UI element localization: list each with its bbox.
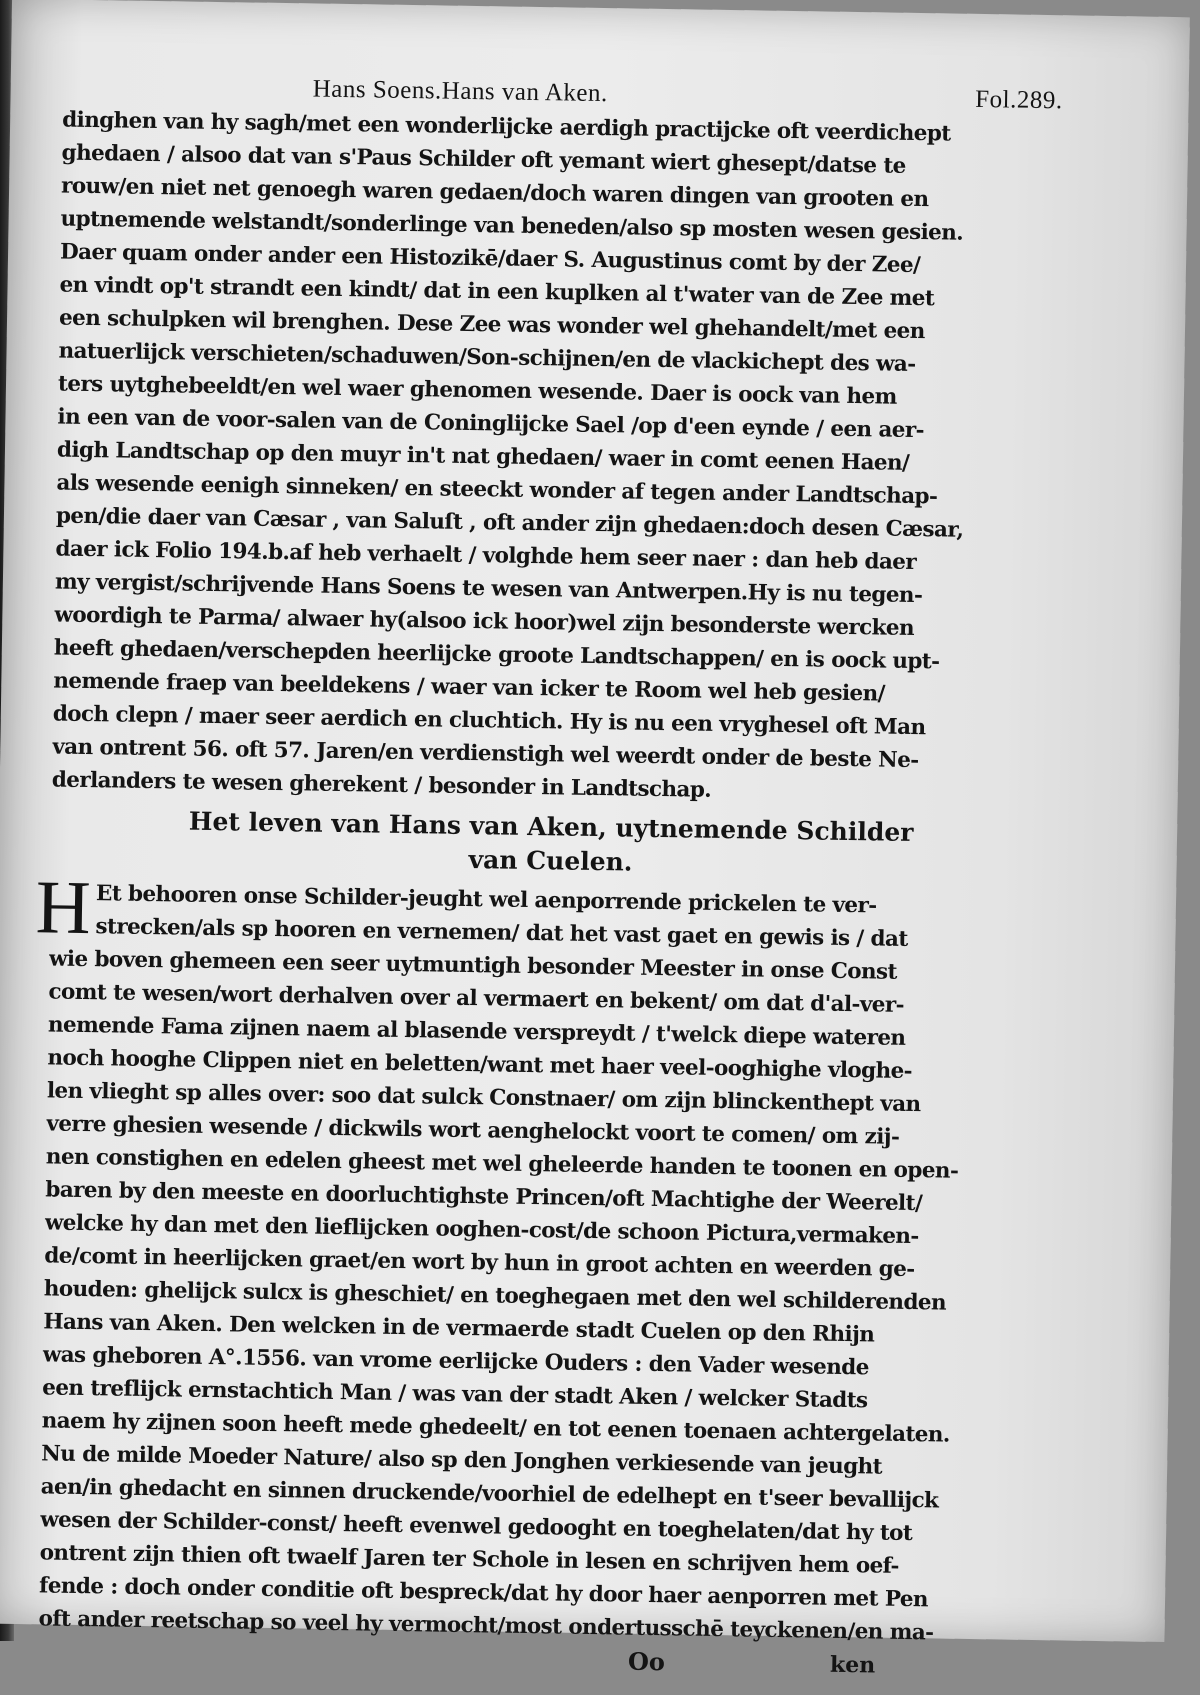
text-line: fende : doch onder conditie oft bespreck/dat hy door haer aenporren met Pen xyxy=(38,1573,929,1613)
drop-cap: H xyxy=(35,865,92,951)
text-line: naem hy zijnen soon heeft mede ghedeelt/ en tot eenen toenaen achtergelaten. xyxy=(41,1408,950,1448)
text-line: uptnemende welstandt/sonderlinge van beneden/also sp mosten wesen gesien. xyxy=(60,206,964,246)
text-line: my vergist/schrijvende Hans Soens te wesen van Antwerpen.Hy is nu tegen- xyxy=(54,569,923,609)
text-line: natuerlijck verschieten/schaduwen/Son-schijnen/en de vlackichept des wa- xyxy=(58,338,916,377)
text-line: was gheboren A°.1556. van vrome eerlijcke Ouders : den Vader wesende xyxy=(42,1342,869,1381)
text-line: pen/die daer van Cæsar , van Saluſt , oft ander zijn ghedaen:doch desen Cæsar, xyxy=(55,503,964,543)
text-line: Nu de milde Moeder Nature/ also sp den Jonghen verkiesende van jeught xyxy=(41,1441,883,1480)
text-line: wesen der Schilder-const/ heeft evenwel gedooght en toeghelaten/dat hy tot xyxy=(39,1507,913,1547)
text-line: welcke hy dan met den lieflijcken ooghen-cost/de schoon Pictura,vermaken- xyxy=(44,1210,919,1250)
folio-number: Fol.289. xyxy=(975,85,1063,115)
text-line: een treflijck ernstachtich Man / was van der stadt Aken / welcker Stadts xyxy=(42,1375,868,1414)
text-line: Et behooren onse Schilder-jeught wel aenporrende prickelen te ver- xyxy=(95,881,877,919)
text-line: ters uytghebeeldt/en wel waer ghenomen wesende. Daer is oock van hem xyxy=(57,371,897,410)
catchword: ken xyxy=(829,1651,876,1679)
text-line: ontrent zijn thien oft twaelf Jaren ter Schole in lesen en schrijven hem oef- xyxy=(39,1540,900,1579)
text-line: nen constighen en edelen gheest met wel gheleerde handen te toonen en open- xyxy=(45,1144,959,1184)
text-line: digh Landtschap op den muyr in't nat ghedaen/ waer in comt eenen Haen/ xyxy=(56,437,910,476)
text-line: woordigh te Parma/ alwaer hy(alsoo ick hoor)wel zijn besonderste wercken xyxy=(54,602,915,641)
text-line: strecken/als sp hooren en vernemen/ dat het vast gaet en gewis is / dat xyxy=(95,914,908,952)
text-line: wie boven ghemeen een seer uytmuntigh besonder Meester in onse Const xyxy=(48,946,898,985)
text-line: comt te wesen/wort derhalven over al vermaert en bekent/ om dat d'al-ver- xyxy=(48,979,905,1018)
running-title: Hans Soens.Hans van Aken. xyxy=(312,75,608,108)
text-line: oft ander reetschap so veel hy vermocht/most ondertusschē teyckenen/en ma- xyxy=(38,1606,934,1646)
text-line: ghedaen / alsoo dat van s'Paus Schilder oft yemant wiert ghesept/datse te xyxy=(61,140,906,179)
text-line: houden: ghelijck sulcx is gheschiet/ en toeghegaen met den wel schilderenden xyxy=(43,1276,947,1316)
text-line: als wesende eenigh sinneken/ en steeckt wonder af tegen ander Landtschap- xyxy=(56,470,938,510)
text-line: verre ghesien wesende / dickwils wort aenghelockt voort te comen/ om zij- xyxy=(46,1111,900,1150)
text-line: van ontrent 56. oft 57. Jaren/en verdienstigh wel weerdt onder de beste Ne- xyxy=(52,734,919,774)
text-line: en vindt op't strandt een kindt/ dat in een kuplken al t'water van de Zee met xyxy=(59,272,935,312)
text-line: derlanders te wesen gherekent / besonder in Landtschap. xyxy=(51,767,712,803)
text-line: nemende fraep van beeldekens / waer van icker te Room wel heb gesien/ xyxy=(53,668,886,707)
upper-paragraph xyxy=(52,104,1063,813)
signature-mark: Oo xyxy=(627,1646,666,1677)
text-line: rouw/en niet net genoegh waren gedaen/doch waren dingen van grooten en xyxy=(60,173,929,213)
text-block xyxy=(35,72,1063,1694)
text-line: dinghen van hy sagh/met een wonderlijcke aerdigh practijcke oft veerdichept xyxy=(61,107,951,147)
text-line: noch hooghe Clippen niet en beletten/want met haer veel-ooghighe vloghe- xyxy=(47,1045,913,1085)
text-line: de/comt in heerlijcken graet/en wort by hun in groot achten en weerden ge- xyxy=(44,1243,915,1283)
text-line: Daer quam onder ander een Histozikē/daer S. Augustinus comt by der Zee/ xyxy=(59,239,921,279)
text-line: daer ick Folio 194.b.af heb verhaelt / volghde hem seer naer : dan heb daer xyxy=(55,536,917,576)
text-line: Hans van Aken. Den welcken in de vermaerde stadt Cuelen op den Rhijn xyxy=(43,1309,875,1348)
text-line: nemende Fama zijnen naem al blasende verspreydt / t'welck diepe wateren xyxy=(47,1012,906,1051)
section-heading-continued: van Cuelen. xyxy=(468,845,633,877)
text-line: baren by den meeste en doorluchtighste Princen/oft Machtighe der Weerelt/ xyxy=(45,1177,923,1217)
text-line: heeft ghedaen/verschepden heerlijcke groote Landtschappen/ en is oock upt- xyxy=(53,635,940,675)
text-line: een schulpken wil brenghen. Dese Zee was wonder wel ghehandelt/met een xyxy=(58,305,925,345)
text-line: doch clepn / maer seer aerdich en cluchtich. Hy is nu een vryghesel oft Man xyxy=(52,701,926,741)
biography-paragraph xyxy=(35,865,1050,1651)
text-line: in een van de voor-salen van de Coninglijcke Sael /op d'een eynde / een aer- xyxy=(57,404,925,444)
section-heading: Het leven van Hans van Aken, uytnemende Schilder xyxy=(188,806,914,848)
text-line: len vlieght sp alles over: soo dat sulck Constnaer/ om zijn blinckenthept van xyxy=(46,1078,921,1118)
text-line: aen/in ghedacht en sinnen druckende/voorhiel de edelhept en t'seer bevallijck xyxy=(40,1474,939,1514)
